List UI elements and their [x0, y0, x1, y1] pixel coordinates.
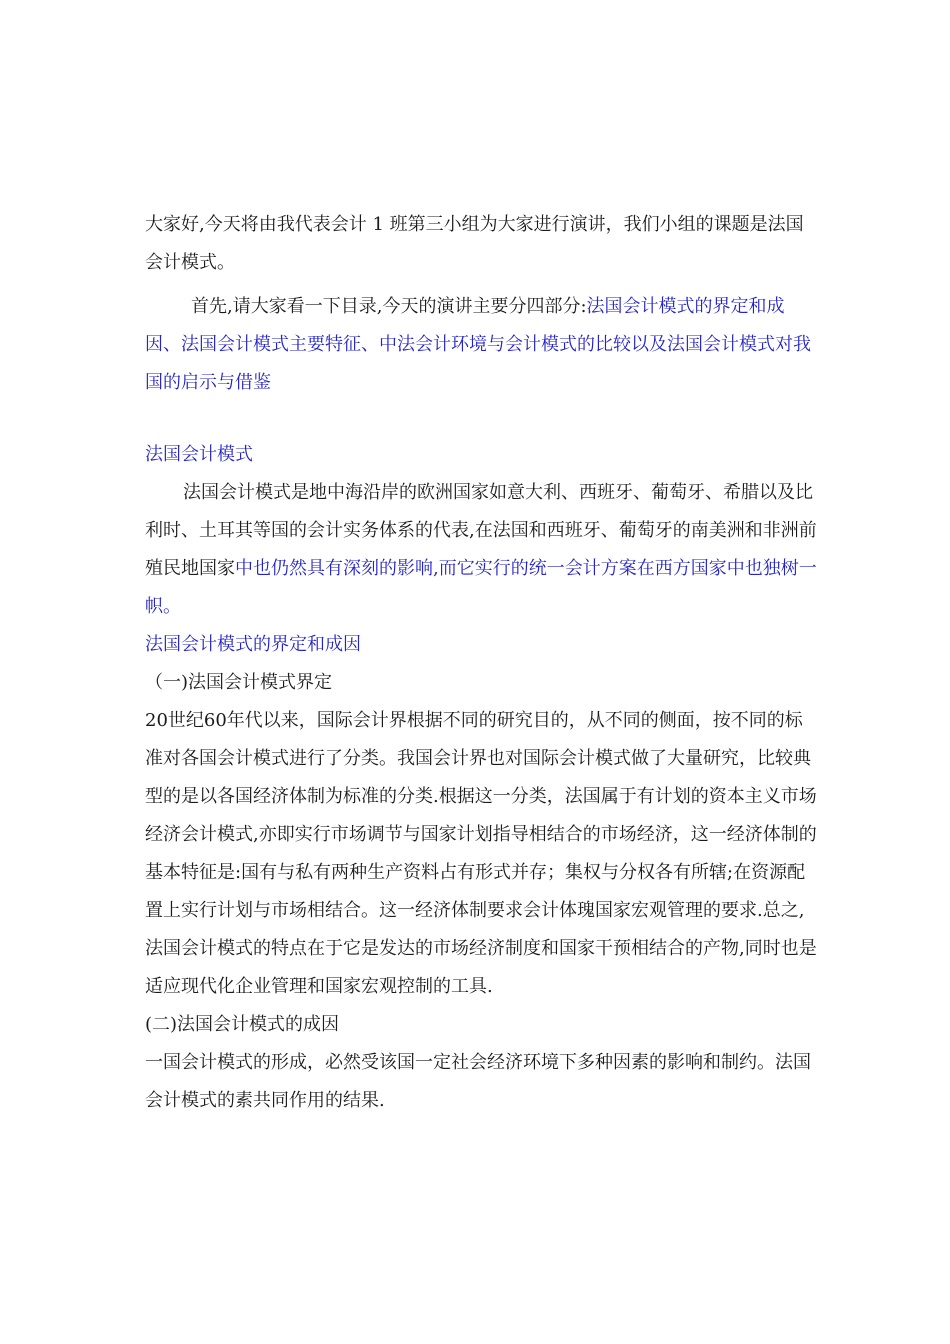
part2-title: (二)法国会计模式的成因 — [145, 1014, 340, 1035]
part1-title: （一)法国会计模式界定 — [145, 672, 333, 693]
intro-paragraph: 大家好,今天将由我代表会计 1 班第三小组为大家进行演讲，我们小组的课题是法国会计模式。 — [145, 214, 804, 273]
part1-body: 20世纪60年代以来，国际会计界根据不同的研究目的，从不同的侧面，按不同的标准对各国会计模式进行了分类。我国会计界也对国际会计模式做了大量研究，比较典型的是以各国经济体制为标准的分类.根据这一分类，法国属于有计划的资本主义市场经济会计模式,亦即实行市场调节与国家计划指导相结合的市场经济，这一经济体制的基本特征是:国有与私有两种生产资料占有形式并存；集权与分权各有所辖;在资源配置上实行计划与市场相结合。这一经济体制要求会计体瑰国家宏观管理的要求.总之,法国会计模式的特点在于它是发达的市场经济制度和国家干预相结合的产物,同时也是适应现代化企业管理和国家宏观控制的工具. — [145, 710, 817, 997]
outline-prefix: 首先,请大家看一下目录,今天的演讲主要分四部分: — [191, 296, 587, 317]
outline-paragraph — [145, 288, 820, 402]
section-paragraph-main: 法国会计模式是地中海沿岸的欧洲国家如意大利、西班牙、葡萄牙、希腊以及比利时、土耳其等国的会计实务体系的代表,在法国和西班牙、葡萄牙的南美洲和非洲前殖民地国家 — [145, 482, 817, 579]
subsection-title: 法国会计模式的界定和成因 — [145, 634, 361, 655]
section-paragraph-highlight: 中也仍然具有深刻的影响,而它实行的统一会计方案在西方国家中也独树一帜。 — [145, 558, 817, 617]
section-paragraph — [145, 474, 820, 626]
outline-topics: 法国会计模式的界定和成因、法国会计模式主要特征、中法会计环境与会计模式的比较以及法国会计模式对我国的启示与借鉴 — [145, 296, 811, 393]
part2-body: 一国会计模式的形成，必然受该国一定社会经济环境下多种因素的影响和制约。法国会计模式的素共同作用的结果. — [145, 1052, 811, 1111]
document-body — [145, 206, 820, 1120]
section-title: 法国会计模式 — [145, 444, 253, 465]
